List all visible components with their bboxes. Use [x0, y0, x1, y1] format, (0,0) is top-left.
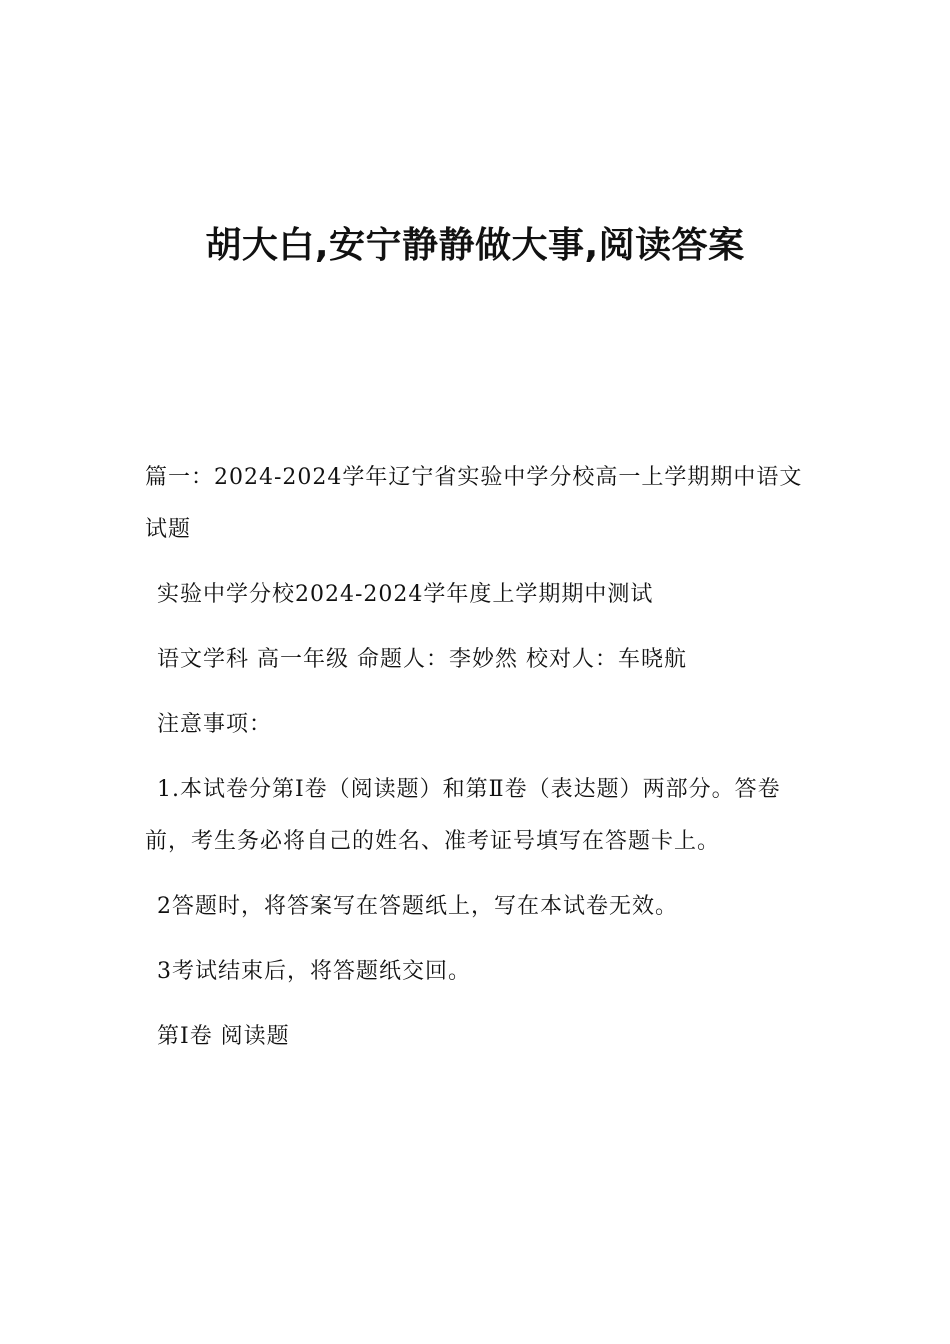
document-title: 胡大白,安宁静静做大事,阅读答案 — [205, 225, 745, 266]
paragraph-exam-title: 实验中学分校2024-2024学年度上学期期中测试 — [157, 582, 654, 607]
paragraph-notice-heading: 注意事项： — [157, 712, 273, 737]
document-body — [145, 452, 810, 1063]
paragraph-notice-3: 3考试结束后，将答题纸交回。 — [157, 959, 471, 984]
paragraph-subject-info: 语文学科 高一年级 命题人：李妙然 校对人：车晓航 — [157, 647, 687, 672]
paragraph-notice-2: 2答题时，将答案写在答题纸上，写在本试卷无效。 — [157, 894, 678, 919]
paragraph-section-heading: 篇一：2024-2024学年辽宁省实验中学分校高一上学期期中语文试题 — [145, 465, 803, 542]
paragraph-notice-1: 1.本试卷分第Ⅰ卷（阅读题）和第Ⅱ卷（表达题）两部分。答卷前，考生务必将自己的姓名、准考证号填写在答题卡上。 — [145, 777, 781, 854]
paragraph-part-one-heading: 第Ⅰ卷 阅读题 — [157, 1024, 290, 1049]
